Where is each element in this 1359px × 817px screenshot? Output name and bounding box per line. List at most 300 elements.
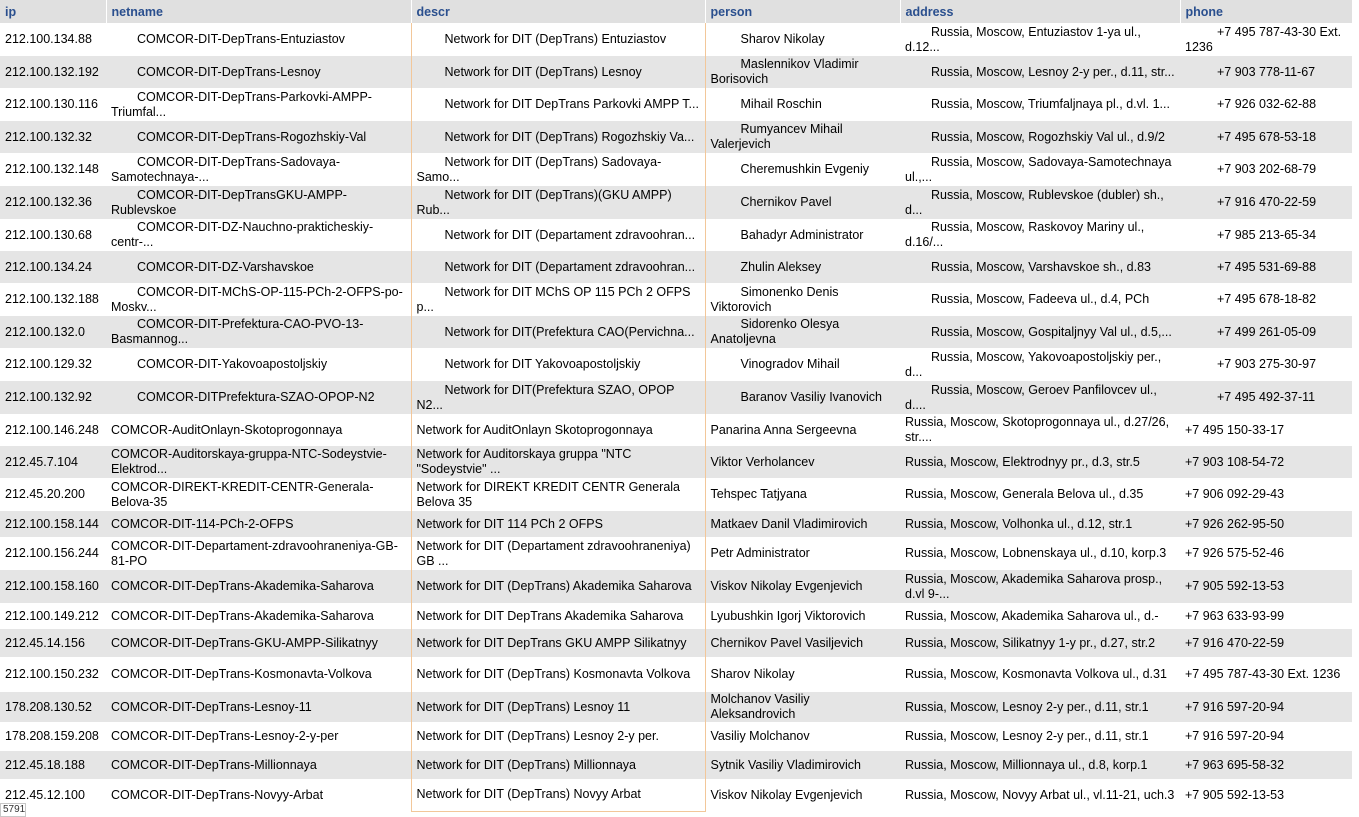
cell-text: +7 905 592-13-53 [1185, 579, 1285, 593]
cell-phone [1180, 446, 1352, 478]
cell-text: 212.100.132.0 [5, 324, 85, 339]
cell-descr [411, 722, 705, 751]
cell-person [705, 88, 900, 121]
cell-text: COMCOR-Auditorskaya-gruppa-NTC-Sodeystvie-Elektrod... [111, 447, 387, 476]
cell-address [900, 186, 1180, 219]
cell-person [705, 23, 900, 56]
cell-ip [0, 692, 106, 722]
cell-descr [411, 251, 705, 283]
cell-text: Network for DIT (DepTrans)(GKU AMPP) Rub... [416, 187, 672, 217]
cell-text: Network for DIT (DepTrans) Akademika Saharova [416, 579, 692, 593]
cell-text: +7 926 032-62-88 [1217, 97, 1317, 111]
cell-ip [0, 722, 106, 751]
cell-netname [106, 56, 411, 88]
cell-text: Russia, Moscow, Skotoprogonnaya ul., d.27/26, str.... [905, 415, 1170, 444]
cell-text: 178.208.159.208 [5, 729, 99, 743]
cell-text: +7 495 531-69-88 [1217, 259, 1317, 274]
table-row[interactable] [0, 511, 1352, 537]
cell-descr [411, 657, 705, 692]
table-row[interactable] [0, 446, 1352, 478]
cell-text: +7 903 202-68-79 [1217, 162, 1317, 176]
cell-descr [411, 316, 705, 348]
cell-descr [411, 88, 705, 121]
cell-text: Russia, Moscow, Sadovaya-Samotechnaya ul.,... [905, 154, 1172, 184]
cell-phone [1180, 56, 1352, 88]
cell-text: Sytnik Vasiliy Vladimirovich [710, 757, 862, 772]
cell-text: Network for DIT (DepTrans) Entuziastov [444, 32, 667, 46]
cell-text: 212.100.132.192 [5, 64, 99, 79]
cell-text: Russia, Moscow, Akademika Saharova prosp., d.vl 9-... [905, 571, 1163, 601]
cell-text: 212.100.130.68 [5, 227, 92, 242]
cell-text: Lyubushkin Igorj Viktorovich [710, 608, 866, 623]
cell-text: Network for DIT Yakovoapostoljskiy [444, 357, 641, 371]
cell-address [900, 348, 1180, 381]
table-row[interactable] [0, 657, 1352, 692]
cell-descr [411, 381, 705, 414]
cell-ip [0, 56, 106, 88]
cell-text: +7 499 261-05-09 [1217, 324, 1317, 339]
cell-address [900, 414, 1180, 446]
cell-descr [411, 478, 705, 511]
cell-text: Viskov Nikolay Evgenjevich [710, 787, 863, 802]
cell-person [705, 603, 900, 629]
cell-address [900, 446, 1180, 478]
cell-descr [411, 603, 705, 629]
table-row[interactable] [0, 779, 1352, 811]
cell-ip [0, 603, 106, 629]
table-row[interactable] [0, 219, 1352, 251]
cell-text: Matkaev Danil Vladimirovich [710, 516, 868, 531]
cell-text: COMCOR-DIT-Yakovoapostoljskiy [137, 357, 328, 371]
cell-ip [0, 316, 106, 348]
cell-ip [0, 381, 106, 414]
cell-phone [1180, 381, 1352, 414]
cell-descr [411, 23, 705, 56]
cell-netname [106, 121, 411, 153]
cell-address [900, 23, 1180, 56]
table-row[interactable] [0, 316, 1352, 348]
cell-address [900, 779, 1180, 811]
cell-text: COMCOR-DIT-DepTrans-Lesnoy [137, 64, 321, 79]
cell-text: COMCOR-DIT-DepTransGKU-AMPP-Rublevskoe [111, 187, 347, 217]
cell-address [900, 478, 1180, 511]
cell-address [900, 121, 1180, 153]
cell-text: +7 495 678-53-18 [1217, 129, 1317, 144]
cell-text: Network for DIT (Departament zdravoohraneniya) GB ... [416, 538, 691, 568]
cell-text: COMCOR-DIT-DepTrans-Entuziastov [137, 32, 345, 46]
table-row[interactable] [0, 537, 1352, 570]
cell-phone [1180, 511, 1352, 537]
cell-text: Panarina Anna Sergeevna [710, 422, 857, 437]
cell-text: Network for DIT DepTrans GKU AMPP Silikatnyy [416, 635, 687, 650]
cell-address [900, 722, 1180, 751]
cell-text: Russia, Moscow, Novyy Arbat ul., vl.11-21, uch.3 [905, 787, 1175, 802]
cell-text: Tehspec Tatjyana [710, 487, 807, 501]
cell-descr [411, 629, 705, 657]
cell-text: 212.100.150.232 [5, 667, 99, 681]
cell-person [705, 779, 900, 811]
cell-text: +7 903 778-11-67 [1217, 64, 1316, 79]
cell-ip [0, 414, 106, 446]
cell-address [900, 283, 1180, 316]
cell-netname [106, 153, 411, 186]
cell-text: Russia, Moscow, Lesnoy 2-y per., d.11, str.1 [905, 699, 1149, 714]
column-header-person[interactable]: person [705, 0, 900, 23]
cell-text: COMCOR-DIT-114-PCh-2-OFPS [111, 516, 294, 531]
cell-text: 212.100.132.188 [5, 292, 99, 306]
table-row[interactable] [0, 153, 1352, 186]
cell-descr [411, 283, 705, 316]
cell-netname [106, 779, 411, 811]
cell-text: Vasiliy Molchanov [710, 729, 810, 743]
cell-text: Network for DIT (DepTrans) Kosmonavta Volkova [416, 667, 691, 681]
cell-text: 212.100.134.24 [5, 259, 92, 274]
cell-text: Cheremushkin Evgeniy [740, 162, 870, 176]
cell-ip [0, 88, 106, 121]
cell-text: Russia, Moscow, Millionnaya ul., d.8, korp.1 [905, 757, 1148, 772]
cell-address [900, 381, 1180, 414]
column-header-address[interactable]: address [900, 0, 1180, 23]
cell-text: Russia, Moscow, Rublevskoe (dubler) sh., d... [905, 187, 1164, 217]
cell-text: Mihail Roschin [740, 97, 822, 111]
cell-descr [411, 56, 705, 88]
column-header-ip[interactable]: ip [0, 0, 106, 23]
cell-text: Viktor Verholancev [710, 454, 815, 469]
cell-netname [106, 219, 411, 251]
cell-text: 212.45.18.188 [5, 757, 85, 772]
cell-text: +7 926 262-95-50 [1185, 516, 1285, 531]
cell-text: 212.100.132.148 [5, 162, 99, 176]
cell-netname [106, 603, 411, 629]
cell-text: +7 905 592-13-53 [1185, 787, 1285, 802]
cell-netname [106, 88, 411, 121]
cell-text: Russia, Moscow, Silikatnyy 1-y pr., d.27, str.2 [905, 635, 1156, 650]
cell-ip [0, 283, 106, 316]
cell-text: COMCOR-DIT-DepTrans-Novyy-Arbat [111, 787, 324, 802]
cell-person [705, 121, 900, 153]
cell-text: COMCOR-DIT-DepTrans-Parkovki-AMPP-Triumfal... [111, 89, 372, 119]
table-row[interactable] [0, 570, 1352, 603]
cell-phone [1180, 603, 1352, 629]
cell-person [705, 478, 900, 511]
cell-text: COMCOR-DIT-DepTrans-Lesnoy-11 [111, 699, 312, 714]
cell-person [705, 56, 900, 88]
cell-phone [1180, 219, 1352, 251]
table-row[interactable] [0, 121, 1352, 153]
cell-person [705, 316, 900, 348]
cell-descr [411, 692, 705, 722]
cell-text: 212.100.130.116 [5, 97, 98, 111]
cell-address [900, 88, 1180, 121]
cell-text: 212.100.149.212 [5, 608, 99, 623]
cell-person [705, 657, 900, 692]
cell-ip [0, 570, 106, 603]
cell-person [705, 283, 900, 316]
cell-netname [106, 722, 411, 751]
cell-text: Sharov Nikolay [710, 667, 795, 681]
cell-phone [1180, 722, 1352, 751]
cell-text: COMCOR-DIT-DZ-Nauchno-prakticheskiy-centr-... [111, 220, 374, 249]
cell-text: 212.100.158.144 [5, 516, 99, 531]
cell-phone [1180, 537, 1352, 570]
cell-text: +7 963 695-58-32 [1185, 757, 1285, 772]
cell-text: Russia, Moscow, Rogozhskiy Val ul., d.9/2 [931, 129, 1165, 144]
cell-ip [0, 537, 106, 570]
cell-phone [1180, 316, 1352, 348]
cell-text: Molchanov Vasiliy Aleksandrovich [710, 692, 810, 721]
cell-text: Russia, Moscow, Triumfaljnaya pl., d.vl. 1... [931, 97, 1170, 111]
cell-text: Russia, Moscow, Yakovoapostoljskiy per., d... [905, 349, 1162, 379]
cell-text: 212.100.146.248 [5, 422, 99, 437]
table-row[interactable] [0, 348, 1352, 381]
cell-text: Network for DIT (DepTrans) Millionnaya [416, 757, 637, 772]
cell-phone [1180, 153, 1352, 186]
cell-person [705, 348, 900, 381]
cell-text: Russia, Moscow, Lobnenskaya ul., d.10, korp.3 [905, 546, 1167, 560]
cell-netname [106, 629, 411, 657]
cell-text: COMCOR-AuditOnlayn-Skotoprogonnaya [111, 422, 343, 437]
cell-text: Network for DIT DepTrans Akademika Saharova [416, 608, 684, 623]
table-row[interactable] [0, 692, 1352, 722]
table-row[interactable] [0, 414, 1352, 446]
cell-text: COMCOR-DIT-MChS-OP-115-PCh-2-OFPS-po-Moskv... [111, 284, 403, 314]
cell-text: Network for DIT(Prefektura SZAO, OPOP N2... [416, 382, 675, 412]
cell-phone [1180, 779, 1352, 811]
cell-descr [411, 348, 705, 381]
table-row[interactable] [0, 722, 1352, 751]
cell-phone [1180, 478, 1352, 511]
cell-ip [0, 219, 106, 251]
cell-text: COMCOR-DIT-DepTrans-Millionnaya [111, 757, 317, 772]
cell-text: Russia, Moscow, Elektrodnyy pr., d.3, str.5 [905, 454, 1140, 469]
table-row[interactable] [0, 186, 1352, 219]
cell-text: Russia, Moscow, Raskovoy Mariny ul., d.16/... [905, 220, 1145, 249]
cell-text: +7 906 092-29-43 [1185, 487, 1285, 501]
cell-netname [106, 186, 411, 219]
cell-ip [0, 186, 106, 219]
cell-text: Vinogradov Mihail [740, 357, 840, 371]
cell-descr [411, 186, 705, 219]
cell-phone [1180, 88, 1352, 121]
cell-descr [411, 511, 705, 537]
cell-text: 212.45.20.200 [5, 487, 85, 501]
cell-text: Network for DIT 114 PCh 2 OFPS [416, 516, 603, 531]
cell-text: Network for Auditorskaya gruppa "NTC "Sodeystvie" ... [416, 447, 632, 476]
cell-address [900, 751, 1180, 779]
cell-text: +7 903 108-54-72 [1185, 454, 1285, 469]
cell-text: 212.45.7.104 [5, 454, 78, 469]
cell-address [900, 603, 1180, 629]
cell-text: Viskov Nikolay Evgenjevich [710, 579, 863, 593]
cell-netname [106, 316, 411, 348]
cell-text: Network for DIT DepTrans Parkovki AMPP T... [444, 97, 699, 111]
cell-text: 212.100.156.244 [5, 546, 99, 560]
cell-netname [106, 348, 411, 381]
cell-person [705, 570, 900, 603]
cell-person [705, 692, 900, 722]
cell-text: COMCOR-DIT-Departament-zdravoohraneniya-GB-81-PO [111, 538, 398, 568]
cell-text: Baranov Vasiliy Ivanovich [740, 390, 883, 404]
cell-text: Network for DIT MChS OP 115 PCh 2 OFPS p... [416, 284, 691, 314]
table-row[interactable] [0, 603, 1352, 629]
cell-text: Russia, Moscow, Volhonka ul., d.12, str.1 [905, 516, 1133, 531]
cell-text: Network for AuditOnlayn Skotoprogonnaya [416, 422, 653, 437]
cell-text: Bahadyr Administrator [740, 227, 864, 242]
cell-text: COMCOR-DIT-DepTrans-Kosmonavta-Volkova [111, 667, 372, 681]
cell-netname [106, 251, 411, 283]
cell-person [705, 381, 900, 414]
cell-text: Russia, Moscow, Lesnoy 2-y per., d.11, str... [931, 64, 1175, 79]
cell-ip [0, 153, 106, 186]
cell-text: 212.100.158.160 [5, 579, 99, 593]
cell-text: Chernikov Pavel Vasiljevich [710, 635, 864, 650]
cell-text: +7 916 470-22-59 [1185, 635, 1285, 650]
cell-phone [1180, 23, 1352, 56]
column-header-netname[interactable]: netname [106, 0, 411, 23]
cell-text: Russia, Moscow, Generala Belova ul., d.35 [905, 487, 1144, 501]
cell-phone [1180, 629, 1352, 657]
cell-text: 212.100.132.36 [5, 195, 92, 209]
cell-text: +7 495 492-37-11 [1217, 390, 1316, 404]
cell-person [705, 414, 900, 446]
cell-netname [106, 537, 411, 570]
cell-person [705, 722, 900, 751]
cell-netname [106, 478, 411, 511]
table-row[interactable] [0, 56, 1352, 88]
cell-text: Network for DIT (DepTrans) Lesnoy [444, 64, 642, 79]
cell-text: Network for DIT (DepTrans) Lesnoy 2-y per. [416, 729, 659, 743]
cell-descr [411, 446, 705, 478]
cell-ip [0, 629, 106, 657]
cell-phone [1180, 414, 1352, 446]
cell-text: COMCOR-DIT-DepTrans-Lesnoy-2-y-per [111, 729, 339, 743]
cell-ip [0, 511, 106, 537]
cell-text: Rumyancev Mihail Valerjevich [710, 122, 843, 151]
cell-text: Russia, Moscow, Gospitaljnyy Val ul., d.5,... [931, 324, 1172, 339]
cell-descr [411, 751, 705, 779]
cell-person [705, 629, 900, 657]
cell-address [900, 657, 1180, 692]
cell-person [705, 251, 900, 283]
cell-text: COMCOR-DIT-Prefektura-CAO-PVO-13-Basmannog... [111, 317, 364, 346]
cell-text: Petr Administrator [710, 546, 810, 560]
row-count-label: 5791 [0, 803, 26, 817]
cell-phone [1180, 570, 1352, 603]
table-row[interactable] [0, 88, 1352, 121]
cell-text: 212.100.129.32 [5, 357, 92, 371]
cell-text: COMCOR-DIT-DepTrans-Sadovaya-Samotechnaya-... [111, 154, 341, 184]
cell-address [900, 629, 1180, 657]
cell-text: Russia, Moscow, Entuziastov 1-ya ul., d.12... [905, 24, 1141, 54]
cell-netname [106, 692, 411, 722]
cell-person [705, 511, 900, 537]
table-row[interactable] [0, 283, 1352, 316]
cell-text: Network for DIT (DepTrans) Novyy Arbat [416, 787, 641, 802]
cell-ip [0, 478, 106, 511]
cell-text: 212.100.132.92 [5, 390, 92, 404]
cell-netname [106, 657, 411, 692]
cell-ip [0, 348, 106, 381]
cell-text: 178.208.130.52 [5, 699, 92, 714]
cell-text: +7 916 470-22-59 [1217, 195, 1317, 209]
table-row[interactable] [0, 251, 1352, 283]
cell-phone [1180, 692, 1352, 722]
cell-text: +7 495 150-33-17 [1185, 422, 1285, 437]
cell-person [705, 751, 900, 779]
cell-ip [0, 446, 106, 478]
cell-phone [1180, 657, 1352, 692]
cell-ip [0, 657, 106, 692]
cell-ip [0, 751, 106, 779]
cell-text: Russia, Moscow, Geroev Panfilovcev ul., d.... [905, 382, 1157, 412]
cell-netname [106, 511, 411, 537]
cell-person [705, 186, 900, 219]
cell-descr [411, 570, 705, 603]
cell-text: Sharov Nikolay [740, 32, 825, 46]
cell-netname [106, 751, 411, 779]
table-row[interactable] [0, 629, 1352, 657]
table-row[interactable] [0, 381, 1352, 414]
cell-netname [106, 283, 411, 316]
cell-descr [411, 414, 705, 446]
cell-text: COMCOR-DIT-DepTrans-Akademika-Saharova [111, 579, 374, 593]
cell-text: +7 916 597-20-94 [1185, 699, 1285, 714]
table-row[interactable] [0, 478, 1352, 511]
cell-text: Network for DIT (DepTrans) Lesnoy 11 [416, 699, 631, 714]
cell-person [705, 219, 900, 251]
cell-descr [411, 121, 705, 153]
cell-address [900, 219, 1180, 251]
cell-text: COMCOR-DIT-DepTrans-Rogozhskiy-Val [137, 129, 367, 144]
cell-netname [106, 23, 411, 56]
cell-text: COMCOR-DIT-DepTrans-GKU-AMPP-Silikatnyy [111, 635, 378, 650]
cell-text: COMCOR-DIREKT-KREDIT-CENTR-Generala-Belova-35 [111, 479, 374, 509]
cell-address [900, 153, 1180, 186]
cell-ip [0, 23, 106, 56]
cell-text: Simonenko Denis Viktorovich [710, 284, 839, 314]
cell-netname [106, 381, 411, 414]
cell-phone [1180, 121, 1352, 153]
cell-text: Network for DIREKT KREDIT CENTR Generala Belova 35 [416, 479, 680, 509]
cell-text: +7 963 633-93-99 [1185, 608, 1285, 623]
cell-text: 212.100.134.88 [5, 32, 92, 46]
column-header-descr[interactable]: descr [411, 0, 705, 23]
cell-text: 212.100.132.32 [5, 129, 92, 144]
cell-descr [411, 153, 705, 186]
cell-text: +7 495 787-43-30 Ext. 1236 [1185, 667, 1341, 681]
cell-phone [1180, 283, 1352, 316]
cell-text: Russia, Moscow, Fadeeva ul., d.4, PCh [931, 292, 1150, 306]
cell-descr [411, 779, 705, 811]
cell-text: Russia, Moscow, Lesnoy 2-y per., d.11, str.1 [905, 729, 1149, 743]
cell-address [900, 316, 1180, 348]
cell-text: Network for DIT (Departament zdravoohran... [444, 227, 696, 242]
cell-person [705, 446, 900, 478]
cell-address [900, 537, 1180, 570]
cell-address [900, 692, 1180, 722]
cell-text: +7 495 678-18-82 [1217, 292, 1317, 306]
cell-address [900, 511, 1180, 537]
table-row[interactable] [0, 751, 1352, 779]
cell-address [900, 56, 1180, 88]
cell-text: Network for DIT (DepTrans) Rogozhskiy Va... [444, 129, 695, 144]
column-header-phone[interactable]: phone [1180, 0, 1352, 23]
cell-text: +7 985 213-65-34 [1217, 227, 1317, 242]
table-row[interactable] [0, 23, 1352, 56]
cell-phone [1180, 251, 1352, 283]
cell-address [900, 570, 1180, 603]
cell-text: COMCOR-DIT-DZ-Varshavskoe [137, 259, 314, 274]
